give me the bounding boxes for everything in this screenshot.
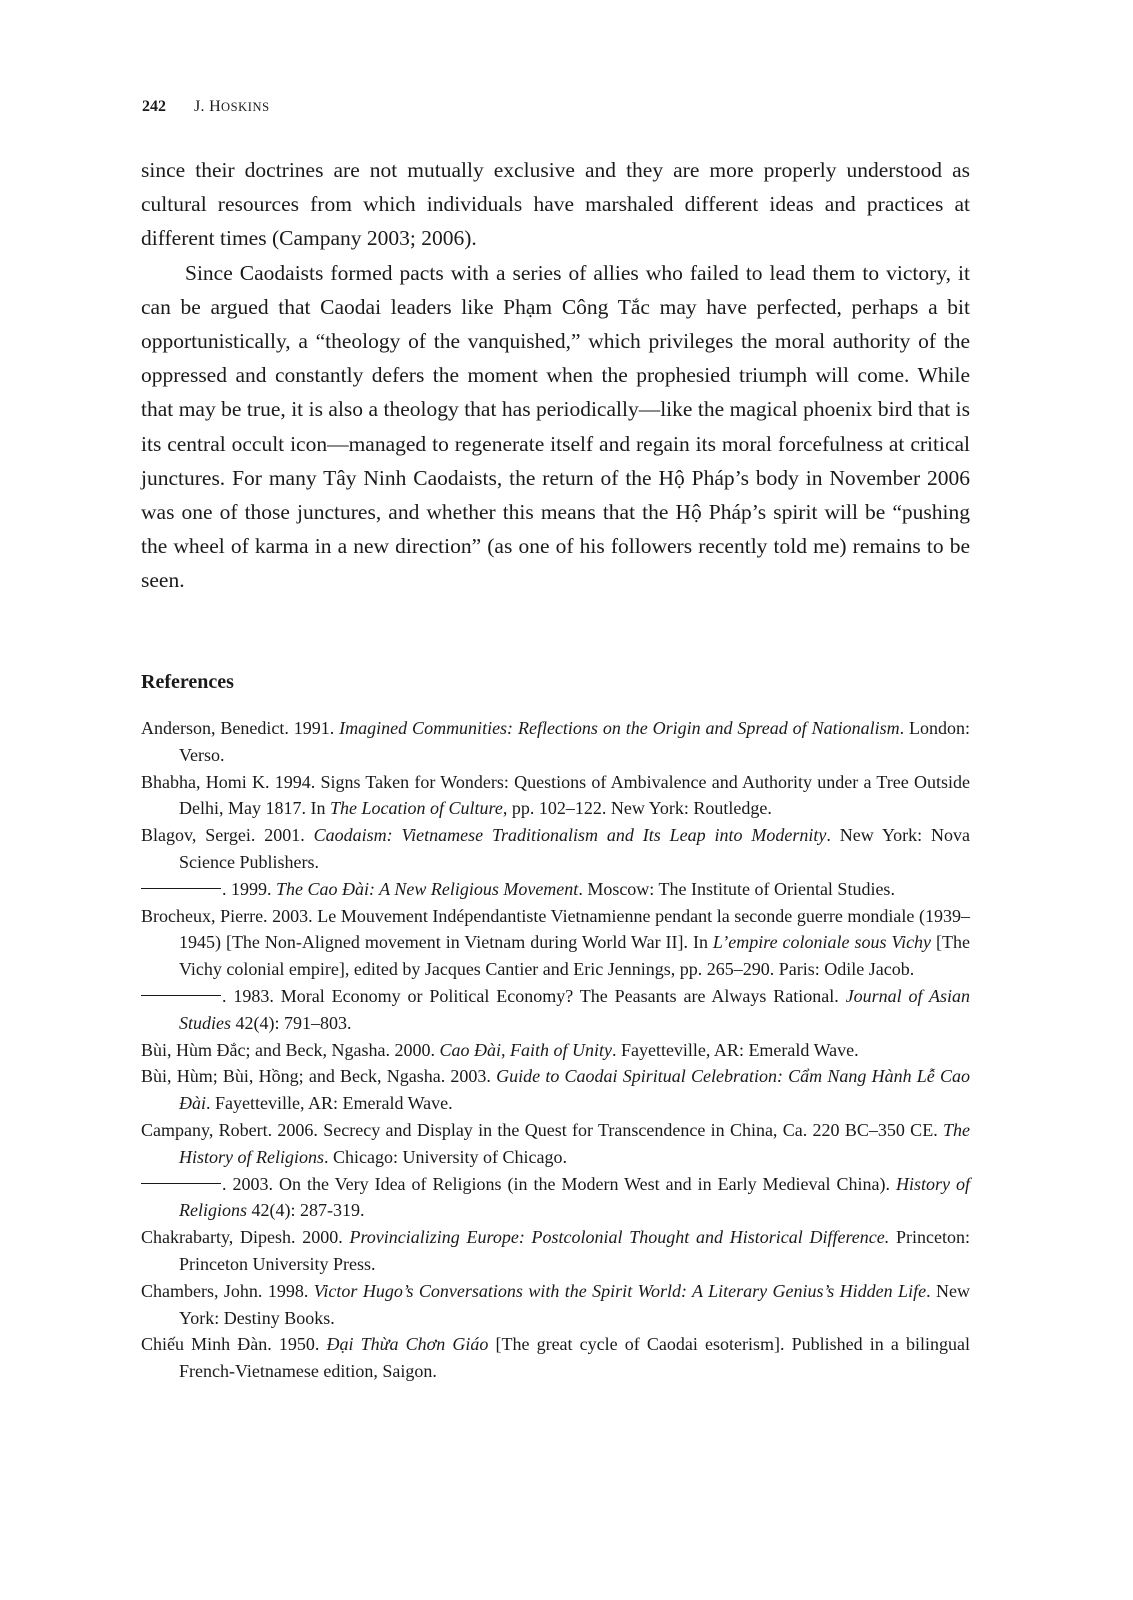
reference-entry <box>141 983 970 1037</box>
reference-text: Bhabha, Homi K. 1994. Signs Taken for Wonders: Questions of Ambivalence and Authority under a Tree Outside Delhi, May 1817. In <box>141 771 970 819</box>
reference-text: . London: Verso. <box>179 718 970 765</box>
reference-entry <box>141 1224 970 1278</box>
reference-title-italic: History of Religions <box>179 1173 970 1221</box>
reference-entry <box>141 769 970 823</box>
reference-text: [The great cycle of Caodai esoterism]. Published in a bilingual French-Vietnamese edition, Saigon. <box>179 1334 970 1382</box>
reference-text: . New York: Destiny Books. <box>179 1280 970 1328</box>
reference-entry <box>141 1331 970 1385</box>
reference-title-italic: The Location of Culture <box>329 798 503 819</box>
reference-title-italic: Victor Hugo’s Conversations with the Spirit World: A Literary Genius’s Hidden Life <box>313 1280 927 1301</box>
reference-title-italic: L’empire coloniale sous Vichy <box>712 932 932 953</box>
reference-text: Anderson, Benedict. 1991. <box>141 718 340 738</box>
references-list <box>141 715 970 1385</box>
reference-text: . Fayetteville, AR: Emerald Wave. <box>611 1039 859 1060</box>
reference-title-italic: Guide to Caodai Spiritual Celebration: Cẩm Nang Hành Lễ Cao Đài <box>179 1066 970 1114</box>
reference-text: Bùi, Hùm; Bùi, Hồng; and Beck, Ngasha. 2003. <box>141 1066 497 1087</box>
reference-entry <box>141 822 970 876</box>
reference-title-italic: Imagined Communities: Reflections on the Origin and Spread of Nationalism <box>339 718 900 738</box>
reference-title-italic: The Cao Đài: A New Religious Movement <box>276 878 579 899</box>
reference-title-italic: Cao Đài, Faith of Unity <box>439 1039 612 1060</box>
reference-title-italic: Journal of Asian Studies <box>179 985 971 1033</box>
reference-text: Chambers, John. 1998. <box>141 1280 314 1301</box>
reference-text: [The Vichy colonial empire], edited by Jacques Cantier and Eric Jennings, pp. 265–290. Paris: Odile Jacob. <box>179 932 970 980</box>
reference-text: Campany, Robert. 2006. Secrecy and Display in the Quest for Transcendence in China, Ca. 220 BC–350 CE. <box>141 1119 943 1140</box>
repeated-author-dash <box>141 888 221 889</box>
reference-entry <box>141 1171 970 1225</box>
body-text <box>141 153 970 598</box>
reference-entry <box>141 715 970 769</box>
reference-text: . Moscow: The Institute of Oriental Studies. <box>578 878 895 899</box>
reference-text: 42(4): 791–803. <box>231 1012 352 1033</box>
reference-title-italic: Provincializing Europe: Postcolonial Thought and Historical Difference. <box>349 1227 890 1248</box>
reference-text: Brocheux, Pierre. 2003. Le Mouvement Indépendantiste Vietnamienne pendant la seconde guerre mondiale (1939–1945) [The Non-Aligned movement in Vietnam during World War II]. In <box>141 905 970 953</box>
references-heading: References <box>141 671 234 693</box>
reference-text: Blagov, Sergei. 2001. <box>141 825 314 846</box>
reference-text: , pp. 102–122. New York: Routledge. <box>502 798 772 819</box>
author-initial: J. H <box>194 98 221 115</box>
reference-text: . 1983. Moral Economy or Political Economy? The Peasants are Always Rational. <box>222 985 846 1006</box>
reference-text: Bùi, Hùm Đắc; and Beck, Ngasha. 2000. <box>141 1039 440 1060</box>
reference-entry <box>141 1063 970 1117</box>
reference-text: . Chicago: University of Chicago. <box>324 1146 567 1167</box>
reference-entry <box>141 1037 970 1064</box>
repeated-author-dash <box>141 1183 221 1184</box>
reference-title-italic: Caodaism: Vietnamese Traditionalism and Its Leap into Modernity <box>313 825 827 846</box>
reference-text: . New York: Nova Science Publishers. <box>179 825 970 872</box>
running-head <box>142 97 270 117</box>
reference-text: Chakrabarty, Dipesh. 2000. <box>141 1227 350 1248</box>
reference-title-italic: Đại Thừa Chơn Giáo <box>326 1334 489 1355</box>
reference-entry <box>141 1117 970 1171</box>
reference-entry <box>141 1278 970 1332</box>
repeated-author-dash <box>141 995 221 996</box>
reference-text: . 2003. On the Very Idea of Religions (in the Modern West and in Early Medieval China). <box>222 1173 896 1194</box>
page-number: 242 <box>142 98 166 115</box>
reference-text: Chiếu Minh Đàn. 1950. <box>141 1334 327 1355</box>
reference-text: . Fayetteville, AR: Emerald Wave. <box>206 1093 453 1114</box>
reference-text: 42(4): 287-319. <box>247 1200 365 1221</box>
running-head-author <box>194 98 270 115</box>
paragraph: Since Caodaists formed pacts with a series of allies who failed to lead them to victory, it can be argued that Caodai leaders like Phạm Công Tắc may have perfected, perhaps a bit opportunistically, a “theology of the vanquished,” which privileges the moral authority of the oppressed and constantly defers the moment when the prophesied triumph will come. While that may be true, it is also a theology that has periodically—like the magical phoenix bird that is its central occult icon—managed to regenerate itself and regain its moral forcefulness at critical junctures. For many Tây Ninh Caodaists, the return of the Hộ Pháp’s body in November 2006 was one of those junctures, and whether this means that the Hộ Pháp’s spirit will be “pushing the wheel of karma in a new direction” (as one of his followers recently told me) remains to be seen. <box>141 260 970 593</box>
reference-text: Princeton: Princeton University Press. <box>179 1227 970 1274</box>
reference-entry <box>141 903 970 983</box>
reference-entry <box>141 876 970 903</box>
paragraph-continued: since their doctrines are not mutually exclusive and they are more properly understood as cultural resources from which individuals have marshaled different ideas and practices at different times (Campany 2003; 2006). <box>141 158 970 251</box>
author-surname-smallcaps: OSKINS <box>220 100 270 114</box>
reference-text: . 1999. <box>222 878 276 899</box>
reference-title-italic: The History of Religions <box>179 1119 970 1167</box>
